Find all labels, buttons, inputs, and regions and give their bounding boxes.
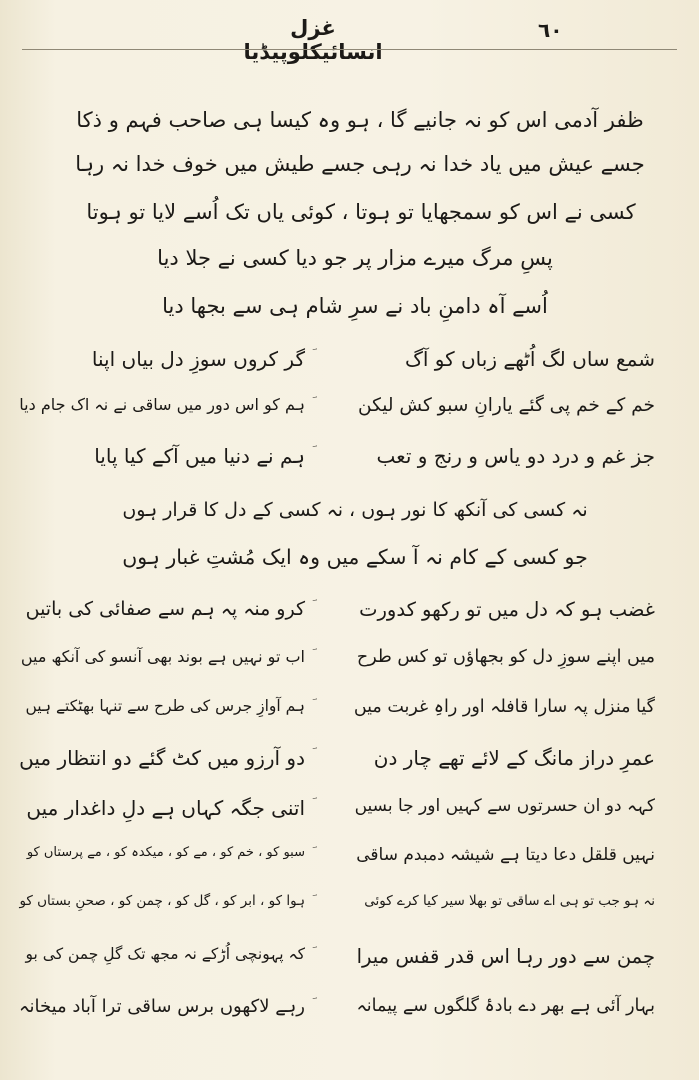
verse-misra-right: غضب ہو کہ دل میں تو رکھو کدورت [359,598,655,621]
verse-line: پسِ مرگ میرے مزار پر جو دیا کسی نے جلا دیا [157,246,553,270]
verse-misra-right: نہیں قلقل دعا دیتا ہے شیشہ دمبدم ساقی [356,845,655,865]
verse-misra-left: کہ پہونچی اُڑکے نہ مجھ تک گلِ چمن کی بو [25,945,305,963]
verse-misra-right: خم کے خم پی گئے یارانِ سبو کش لیکن [358,395,655,416]
verse-misra-right: چمن سے دور رہا اس قدر قفس میرا [356,945,655,968]
verse-misra-right: نہ ہو جب تو ہی اے ساقی تو بھلا سیر کیا کرے کوئی [364,893,655,909]
verse-misra-right: شمع ساں لگ اُٹھے زباں کو آگ [404,347,655,371]
verse-misra-right: عمرِ دراز مانگ کے لائے تھے چار دن [373,746,655,770]
verse-misra-left: ہم آوازِ جرس کی طرح سے تنہا بھٹکتے ہیں [25,697,305,715]
header-rule [22,49,677,50]
verse-misra-left: رہے لاکھوں برس ساقی ترا آباد میخانہ [18,996,305,1017]
verse-misra-right: میں اپنے سوزِ دل کو بجھاؤں تو کس طرح [356,647,655,667]
verse-misra-left: دو آرزو میں کٹ گئے دو انتظار میں [19,746,305,770]
verse-misra-left: گر کروں سوزِ دل بیاں اپنا [91,347,305,371]
verse-misra-left: کرو منہ پہ ہم سے صفائی کی باتیں [25,598,305,620]
verse-line: جو کسی کے کام نہ آ سکے میں وہ ایک مُشتِ غبار ہوں [122,545,588,569]
verse-misra-right: جز غم و درد دو یاس و رنج و تعب [376,444,655,468]
verse-misra-left: ہم نے دنیا میں آکے کیا پایا [94,444,305,468]
verse-line: اُسے آہ دامنِ باد نے سرِ شام ہی سے بجھا دیا [162,294,548,318]
page-number: ٦٠ [538,18,563,42]
verse-misra-right: بہار آئی ہے بھر دے بادۂ گلگوں سے پیمانہ [356,996,655,1016]
verse-line: کسی نے اس کو سمجھایا تو ہوتا ، کوئی یاں تک اُسے لایا تو ہوتا [86,200,636,224]
verse-misra-left: ہم کو اس دور میں ساقی نے نہ اک جام دیا [19,395,305,414]
verse-line: نہ کسی کی آنکھ کا نور ہوں ، نہ کسی کے دل کا قرار ہوں [122,499,588,521]
verse-misra-left: اتنی جگہ کہاں ہے دلِ داغدار میں [26,796,305,820]
verse-misra-right: گیا منزل پہ سارا قافلہ اور راہِ غربت میں [353,697,655,717]
running-title: غزل انسائیکلوپیڈیا [243,16,383,64]
verse-line: جسے عیش میں یاد خدا نہ رہی جسے طیش میں خوف خدا نہ رہا [75,152,645,176]
verse-misra-left: ہوا کو ، ابر کو ، گل کو ، چمن کو ، صحنِ بستاں کو [19,893,305,909]
verse-misra-left: اب تو نہیں ہے بوند بھی آنسو کی آنکھ میں [20,647,305,666]
verse-misra-right: کہہ دو ان حسرتوں سے کہیں اور جا بسیں [354,796,655,816]
page-header [0,14,699,64]
verse-misra-left: سبو کو ، خم کو ، مے کو ، میکدہ کو ، مے پرستاں کو [26,845,305,860]
verse-line: ظفر آدمی اس کو نہ جانیے گا ، ہو وہ کیسا ہی صاحب فہم و ذکا [76,108,644,132]
